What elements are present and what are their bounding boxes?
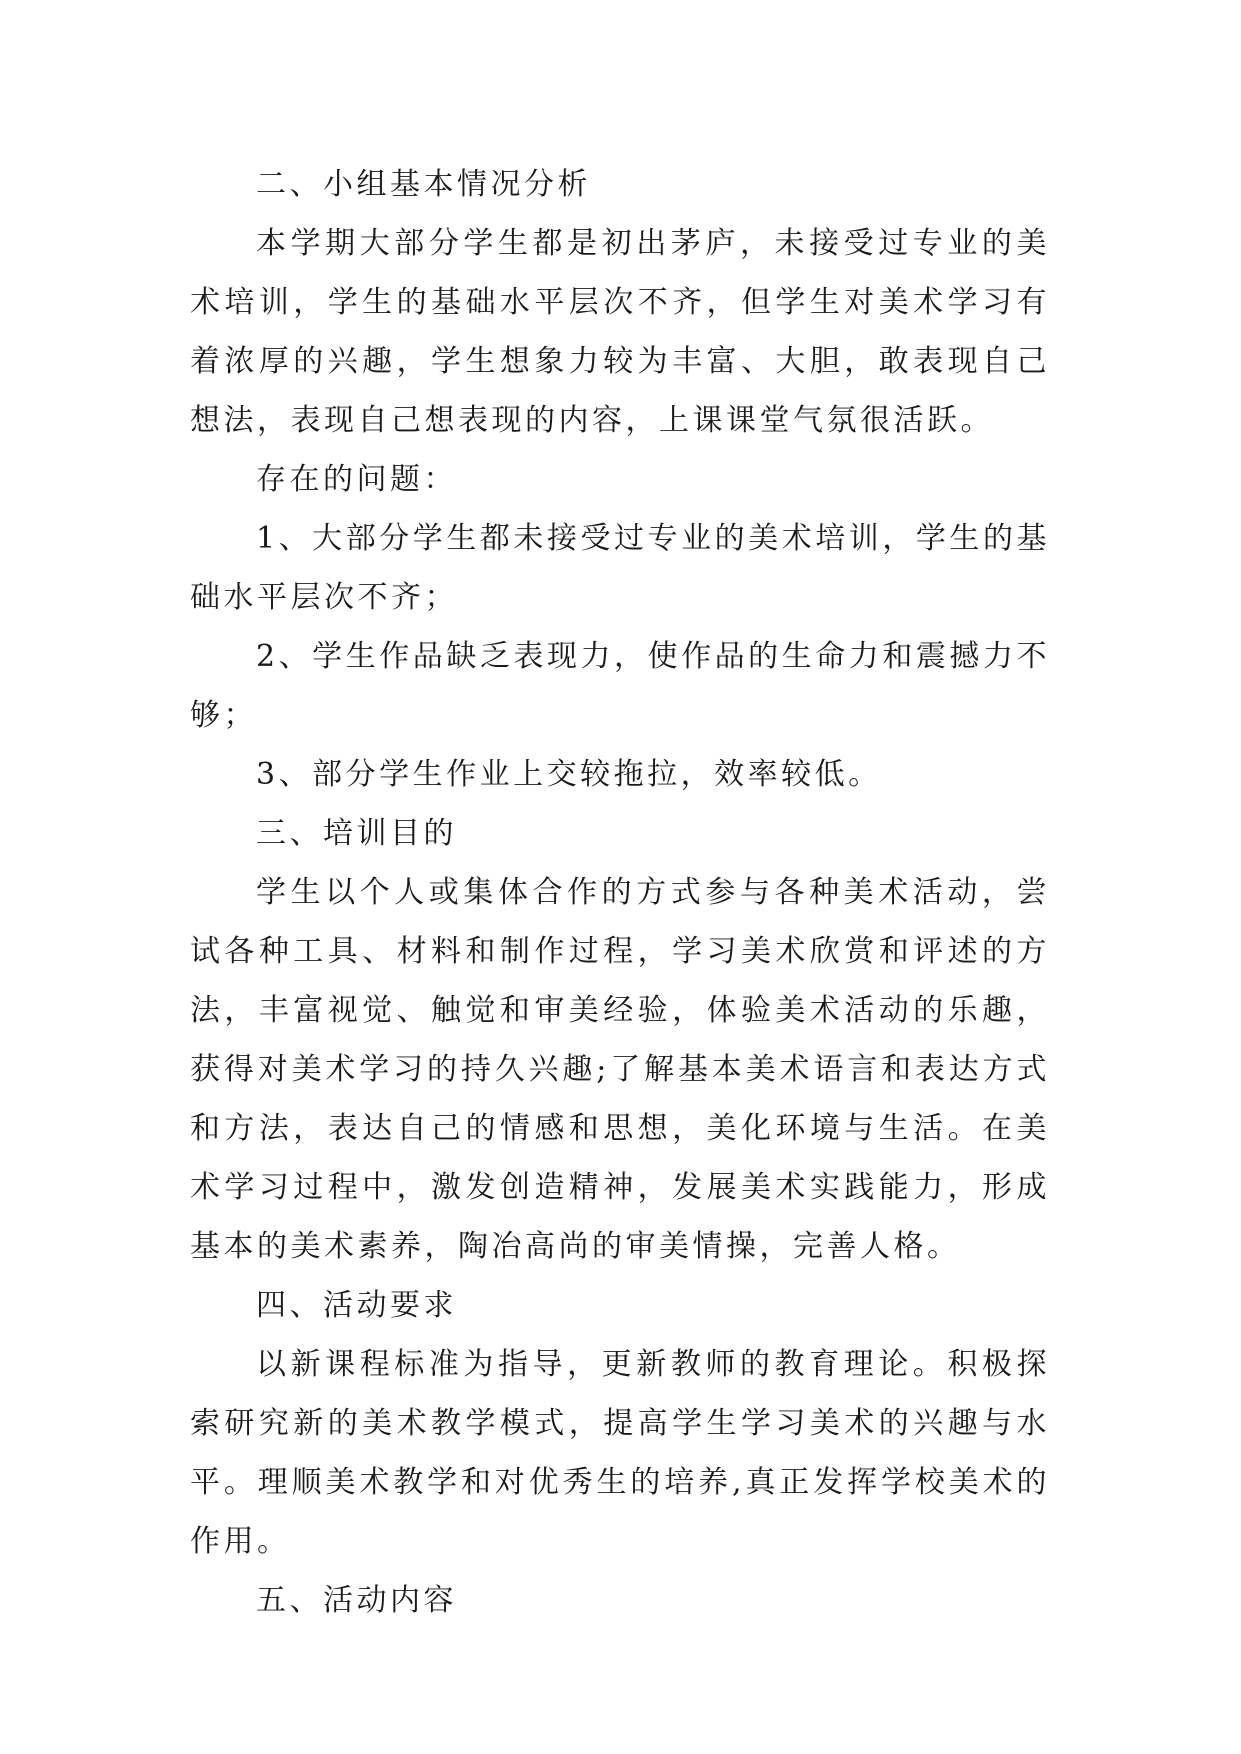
section-heading-training-purpose: 三、培训目的 [256,816,457,851]
section-heading-activity-requirements: 四、活动要求 [256,1288,457,1323]
paragraph-group-description: 本学期大部分学生都是初出茅庐，未接受过专业的美术培训，学生的基础水平层次不齐，但学生对美术学习有着浓厚的兴趣，学生想象力较为丰富、大胆，敢表现自己想法，表现自己想表现的内容，上课课堂气氛很活跃。 [190,226,1050,438]
paragraph-training-purpose: 学生以个人或集体合作的方式参与各种美术活动，尝试各种工具、材料和制作过程，学习美术欣赏和评述的方法，丰富视觉、触觉和审美经验，体验美术活动的乐趣，获得对美术学习的持久兴趣;了解基本美术语言和表达方式和方法，表达自己的情感和思想，美化环境与生活。在美术学习过程中，激发创造精神，发展美术实践能力，形成基本的美术素养，陶冶高尚的审美情操，完善人格。 [190,875,1050,1264]
section-heading-group-analysis: 二、小组基本情况分析 [256,167,591,202]
section-heading-activity-content: 五、活动内容 [256,1583,457,1618]
list-item-problem-2: 2、学生作品缺乏表现力，使作品的生命力和震撼力不够； [190,639,1050,733]
paragraph-activity-requirements: 以新课程标准为指导，更新教师的教育理论。积极探索研究新的美术教学模式，提高学生学习美术的兴趣与水平。理顺美术教学和对优秀生的培养,真正发挥学校美术的作用。 [190,1347,1050,1559]
document-body [190,155,1050,1630]
list-item-problem-1: 1、大部分学生都未接受过专业的美术培训，学生的基础水平层次不齐； [190,521,1050,615]
list-item-problem-3: 3、部分学生作业上交较拖拉，效率较低。 [256,757,882,792]
paragraph-problems-label: 存在的问题： [256,462,457,497]
